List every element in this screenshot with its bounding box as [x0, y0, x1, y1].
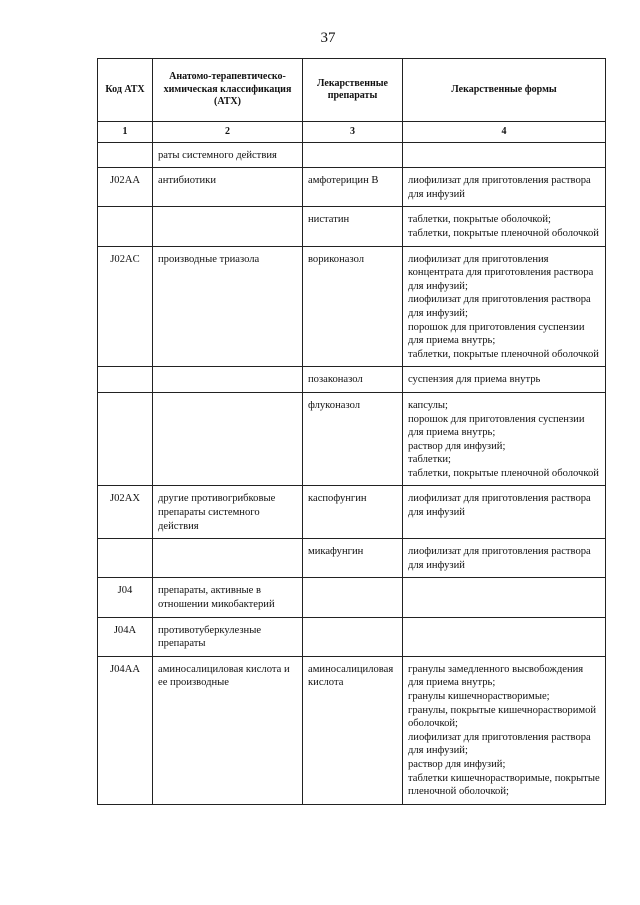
- cell-dosage-forms: [403, 246, 606, 367]
- dosage-form-item: таблетки, покрытые пленочной оболочкой: [408, 348, 599, 360]
- dosage-form-item: лиофилизат для приготовления раствора для инфузий: [408, 493, 591, 519]
- dosage-form-item: раствор для инфузий;: [408, 440, 506, 452]
- cell-drug: позаконазол: [303, 367, 403, 393]
- cell-atx-code: J02AX: [98, 486, 153, 539]
- cell-atx-code: J02AA: [98, 168, 153, 207]
- table-row: [98, 367, 606, 393]
- dosage-form-item: лиофилизат для приготовления концентрата для приготовления раствора для инфузий;: [408, 253, 594, 292]
- cell-dosage-forms: [403, 486, 606, 539]
- cell-atx-code: [98, 367, 153, 393]
- dosage-form-item: таблетки, покрытые пленочной оболочкой: [408, 227, 599, 239]
- table-body: [98, 142, 606, 804]
- cell-drug: аминосалициловая кислота: [303, 656, 403, 804]
- dosage-form-item: гранулы замедленного высвобождения для приема внутрь;: [408, 663, 584, 689]
- dosage-form-item: таблетки кишечнорастворимые, покрытые пленочной оболочкой;: [408, 772, 600, 798]
- cell-dosage-forms: [403, 392, 606, 486]
- cell-drug: [303, 617, 403, 656]
- cell-atx-code: [98, 539, 153, 578]
- table-row: [98, 142, 606, 168]
- table-row: [98, 246, 606, 367]
- header-drugs: Лекарственные препараты: [303, 59, 403, 122]
- cell-drug: флуконазол: [303, 392, 403, 486]
- dosage-form-item: раствор для инфузий;: [408, 758, 506, 770]
- table-row: [98, 617, 606, 656]
- table-header-row: [98, 59, 606, 122]
- atx-drug-table: [97, 58, 606, 805]
- column-number: 3: [303, 122, 403, 143]
- table-row: [98, 578, 606, 617]
- header-classification: Анатомо-терапевтическо-химическая классификация (АТХ): [153, 59, 303, 122]
- cell-atx-code: J04AA: [98, 656, 153, 804]
- table-row: [98, 207, 606, 246]
- cell-classification: [153, 207, 303, 246]
- dosage-form-item: таблетки, покрытые пленочной оболочкой: [408, 467, 599, 479]
- cell-atx-code: [98, 207, 153, 246]
- dosage-form-item: порошок для приготовления суспензии для приема внутрь;: [408, 413, 585, 439]
- dosage-form-item: лиофилизат для приготовления раствора для инфузий: [408, 175, 591, 200]
- cell-dosage-forms: [403, 168, 606, 207]
- column-number-row: [98, 122, 606, 143]
- column-number: 1: [98, 122, 153, 143]
- column-number: 4: [403, 122, 606, 143]
- cell-classification: аминосалициловая кислота и ее производные: [153, 656, 303, 804]
- cell-drug: [303, 578, 403, 617]
- dosage-form-item: лиофилизат для приготовления раствора для инфузий;: [408, 731, 591, 757]
- header-forms: Лекарственные формы: [403, 59, 606, 122]
- table-row: [98, 486, 606, 539]
- dosage-form-item: порошок для приготовления суспензии для приема внутрь;: [408, 321, 585, 347]
- cell-classification: противотуберкулезные препараты: [153, 617, 303, 656]
- cell-drug: каспофунгин: [303, 486, 403, 539]
- cell-drug: амфотерицин В: [303, 168, 403, 207]
- header-code: Код АТХ: [98, 59, 153, 122]
- cell-dosage-forms: [403, 617, 606, 656]
- cell-atx-code: J04A: [98, 617, 153, 656]
- cell-dosage-forms: [403, 142, 606, 168]
- cell-dosage-forms: [403, 656, 606, 804]
- cell-classification: [153, 539, 303, 578]
- cell-dosage-forms: [403, 578, 606, 617]
- dosage-form-item: гранулы кишечнорастворимые;: [408, 691, 550, 702]
- cell-classification: [153, 367, 303, 393]
- cell-atx-code: J04: [98, 578, 153, 617]
- cell-drug: вориконазол: [303, 246, 403, 367]
- cell-dosage-forms: [403, 539, 606, 578]
- dosage-form-item: капсулы;: [408, 399, 448, 411]
- dosage-form-item: таблетки, покрытые оболочкой;: [408, 214, 551, 226]
- cell-classification: раты системного действия: [153, 142, 303, 168]
- dosage-form-item: таблетки;: [408, 454, 451, 466]
- table-row: [98, 168, 606, 207]
- cell-drug: микафунгин: [303, 539, 403, 578]
- cell-drug: [303, 142, 403, 168]
- cell-classification: препараты, активные в отношении микобактерий: [153, 578, 303, 617]
- cell-atx-code: [98, 142, 153, 168]
- cell-atx-code: J02AC: [98, 246, 153, 367]
- cell-atx-code: [98, 392, 153, 486]
- cell-classification: [153, 392, 303, 486]
- cell-drug: нистатин: [303, 207, 403, 246]
- table-row: [98, 656, 606, 804]
- cell-dosage-forms: [403, 367, 606, 393]
- cell-classification: производные триазола: [153, 246, 303, 367]
- dosage-form-item: лиофилизат для приготовления раствора для инфузий;: [408, 294, 591, 319]
- dosage-form-item: гранулы, покрытые кишечнорастворимой оболочкой;: [408, 704, 597, 730]
- cell-classification: другие противогрибковые препараты системного действия: [153, 486, 303, 539]
- dosage-form-item: лиофилизат для приготовления раствора для инфузий: [408, 546, 591, 571]
- table-row: [98, 539, 606, 578]
- dosage-form-item: суспензия для приема внутрь: [408, 374, 541, 386]
- table-row: [98, 392, 606, 486]
- cell-classification: антибиотики: [153, 168, 303, 207]
- page-number: 37: [320, 30, 336, 46]
- cell-dosage-forms: [403, 207, 606, 246]
- column-number: 2: [153, 122, 303, 143]
